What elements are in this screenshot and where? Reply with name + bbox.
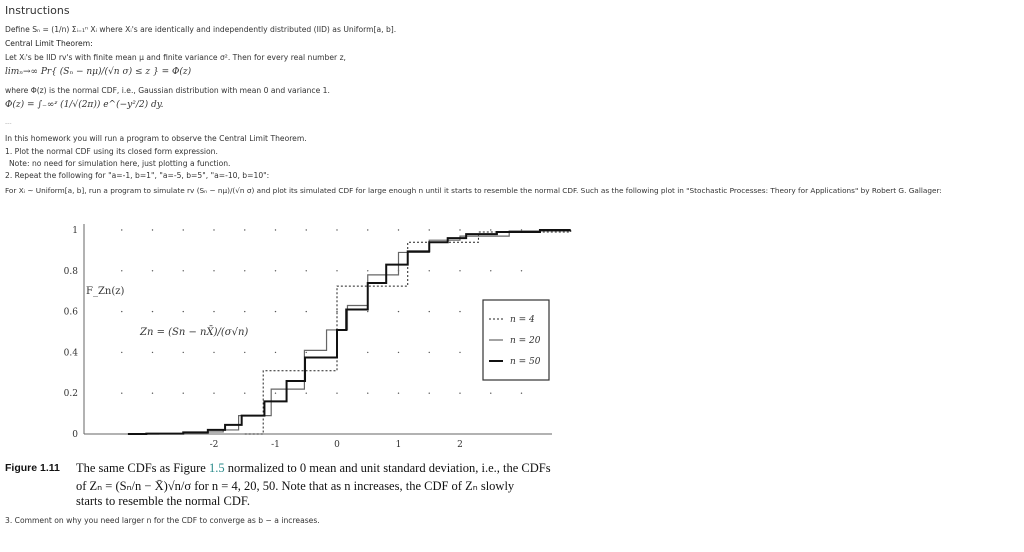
grid-dot — [429, 311, 430, 312]
legend-label: n = 20 — [510, 336, 541, 346]
grid-dot — [367, 311, 368, 312]
x-tick-label: 0 — [334, 440, 340, 450]
y-tick-label: 0.2 — [63, 389, 78, 400]
figure-reference-link[interactable]: 1.5 — [208, 461, 225, 475]
instructions-title: Instructions — [5, 4, 70, 17]
grid-dot — [367, 270, 368, 271]
caption-text: normalized to 0 mean and unit standard deviation, i.e., the CDFs — [224, 461, 551, 475]
y-axis-label: F_Zn(z) — [86, 286, 125, 297]
grid-dot — [336, 311, 337, 312]
grid-dot — [183, 393, 184, 394]
grid-dot — [121, 393, 122, 394]
grid-dot — [429, 393, 430, 394]
grid-dot — [244, 270, 245, 271]
phi-definition: where Φ(z) is the normal CDF, i.e., Gaussian distribution with mean 0 and variance 1. — [5, 86, 330, 95]
step-2: 2. Repeat the following for "a=-1, b=1", "a=-5, b=5", "a=-10, b=10": — [5, 171, 270, 180]
grid-dot — [121, 270, 122, 271]
grid-dot — [152, 270, 153, 271]
step-2-detail: For Xᵢ ~ Uniform[a, b], run a program to simulate rv (Sₙ − nμ)/(√n σ) and plot its simulated CDF for large enough n until it starts to resemble the normal CDF. Such as the following plot in "Stochastic Processes: Theory for Applications" by Robert G. Gallager: — [5, 186, 942, 195]
grid-dot — [275, 311, 276, 312]
y-tick-label: 0 — [72, 430, 78, 440]
grid-dot — [367, 393, 368, 394]
caption-line-2: of Zₙ = (Sₙ/n − X̄)√n/σ for n = 4, 20, 50. Note that as n increases, the CDF of Zₙ slowly — [76, 479, 515, 493]
define-line: Define Sₙ = (1/n) Σᵢ₌₁ⁿ Xᵢ where Xᵢ's are identically and independently distributed (IID) as Uniform[a, b]. — [5, 25, 397, 34]
intro-line: In this homework you will run a program to observe the Central Limit Theorem. — [5, 134, 307, 143]
grid-dot — [490, 393, 491, 394]
zn-formula-annotation: Zn = (Sn − nX̄)/(σ√n) — [140, 327, 249, 338]
x-tick-label: -2 — [209, 440, 219, 450]
grid-dot — [459, 393, 460, 394]
grid-dot — [213, 393, 214, 394]
x-tick-label: -1 — [271, 440, 280, 450]
caption-line-3: starts to resemble the normal CDF. — [76, 494, 250, 508]
grid-dot — [121, 311, 122, 312]
grid-dot — [152, 393, 153, 394]
y-tick-label: 0.4 — [63, 348, 78, 359]
grid-dot — [306, 393, 307, 394]
grid-dot — [213, 311, 214, 312]
grid-dot — [275, 393, 276, 394]
phi-formula: Φ(z) = ∫₋∞ᶻ (1/√(2π)) e^(−y²/2) dy. — [5, 100, 164, 110]
x-tick-label: 1 — [395, 440, 402, 450]
step-1: 1. Plot the normal CDF using its closed form expression. — [5, 147, 218, 156]
grid-dot — [213, 229, 214, 230]
legend-label: n = 4 — [510, 315, 535, 325]
grid-dot — [429, 352, 430, 353]
grid-dot — [398, 311, 399, 312]
caption-line-1 — [76, 461, 551, 476]
grid-dot — [490, 270, 491, 271]
grid-dot — [121, 352, 122, 353]
grid-dot — [275, 352, 276, 353]
grid-dot — [306, 352, 307, 353]
clt-statement: Let Xᵢ's be IID rv's with finite mean μ and finite variance σ². Then for every real number z, — [5, 53, 346, 62]
grid-dot — [121, 229, 122, 230]
grid-dot — [306, 311, 307, 312]
grid-dot — [306, 229, 307, 230]
grid-dot — [398, 229, 399, 230]
grid-dot — [398, 393, 399, 394]
grid-dot — [275, 229, 276, 230]
grid-dot — [490, 229, 491, 230]
grid-dot — [336, 393, 337, 394]
caption-text: The same CDFs as Figure — [76, 461, 209, 475]
clt-limit-formula: limₙ→∞ Pr{ (Sₙ − nμ)/(√n σ) ≤ z } = Φ(z) — [5, 67, 192, 77]
grid-dot — [244, 393, 245, 394]
grid-dot — [306, 270, 307, 271]
grid-dot — [398, 352, 399, 353]
clt-heading: Central Limit Theorem: — [5, 39, 93, 48]
grid-dot — [521, 393, 522, 394]
grid-dot — [459, 311, 460, 312]
separator: --- — [5, 120, 12, 127]
grid-dot — [459, 352, 460, 353]
grid-dot — [152, 352, 153, 353]
grid-dot — [152, 229, 153, 230]
grid-dot — [213, 270, 214, 271]
step-1-note: Note: no need for simulation here, just plotting a function. — [9, 159, 231, 168]
grid-dot — [183, 352, 184, 353]
cdf-chart — [0, 210, 590, 455]
grid-dot — [152, 311, 153, 312]
x-tick-label: 2 — [457, 440, 463, 450]
legend-label: n = 50 — [510, 357, 541, 367]
y-tick-label: 0.8 — [63, 266, 78, 277]
grid-dot — [244, 229, 245, 230]
grid-dot — [367, 229, 368, 230]
grid-dot — [275, 270, 276, 271]
grid-dot — [336, 229, 337, 230]
figure-label: Figure 1.11 — [5, 462, 60, 474]
grid-dot — [336, 270, 337, 271]
y-tick-label: 0.6 — [63, 307, 78, 318]
grid-dot — [521, 270, 522, 271]
grid-dot — [459, 270, 460, 271]
step-3: 3. Comment on why you need larger n for the CDF to converge as b − a increases. — [5, 516, 320, 525]
grid-dot — [183, 229, 184, 230]
grid-dot — [429, 229, 430, 230]
grid-dot — [183, 311, 184, 312]
grid-dot — [244, 311, 245, 312]
grid-dot — [213, 352, 214, 353]
grid-dot — [429, 270, 430, 271]
grid-dot — [183, 270, 184, 271]
grid-dot — [244, 352, 245, 353]
grid-dot — [367, 352, 368, 353]
grid-dot — [459, 229, 460, 230]
y-tick-label: 1 — [72, 226, 78, 236]
